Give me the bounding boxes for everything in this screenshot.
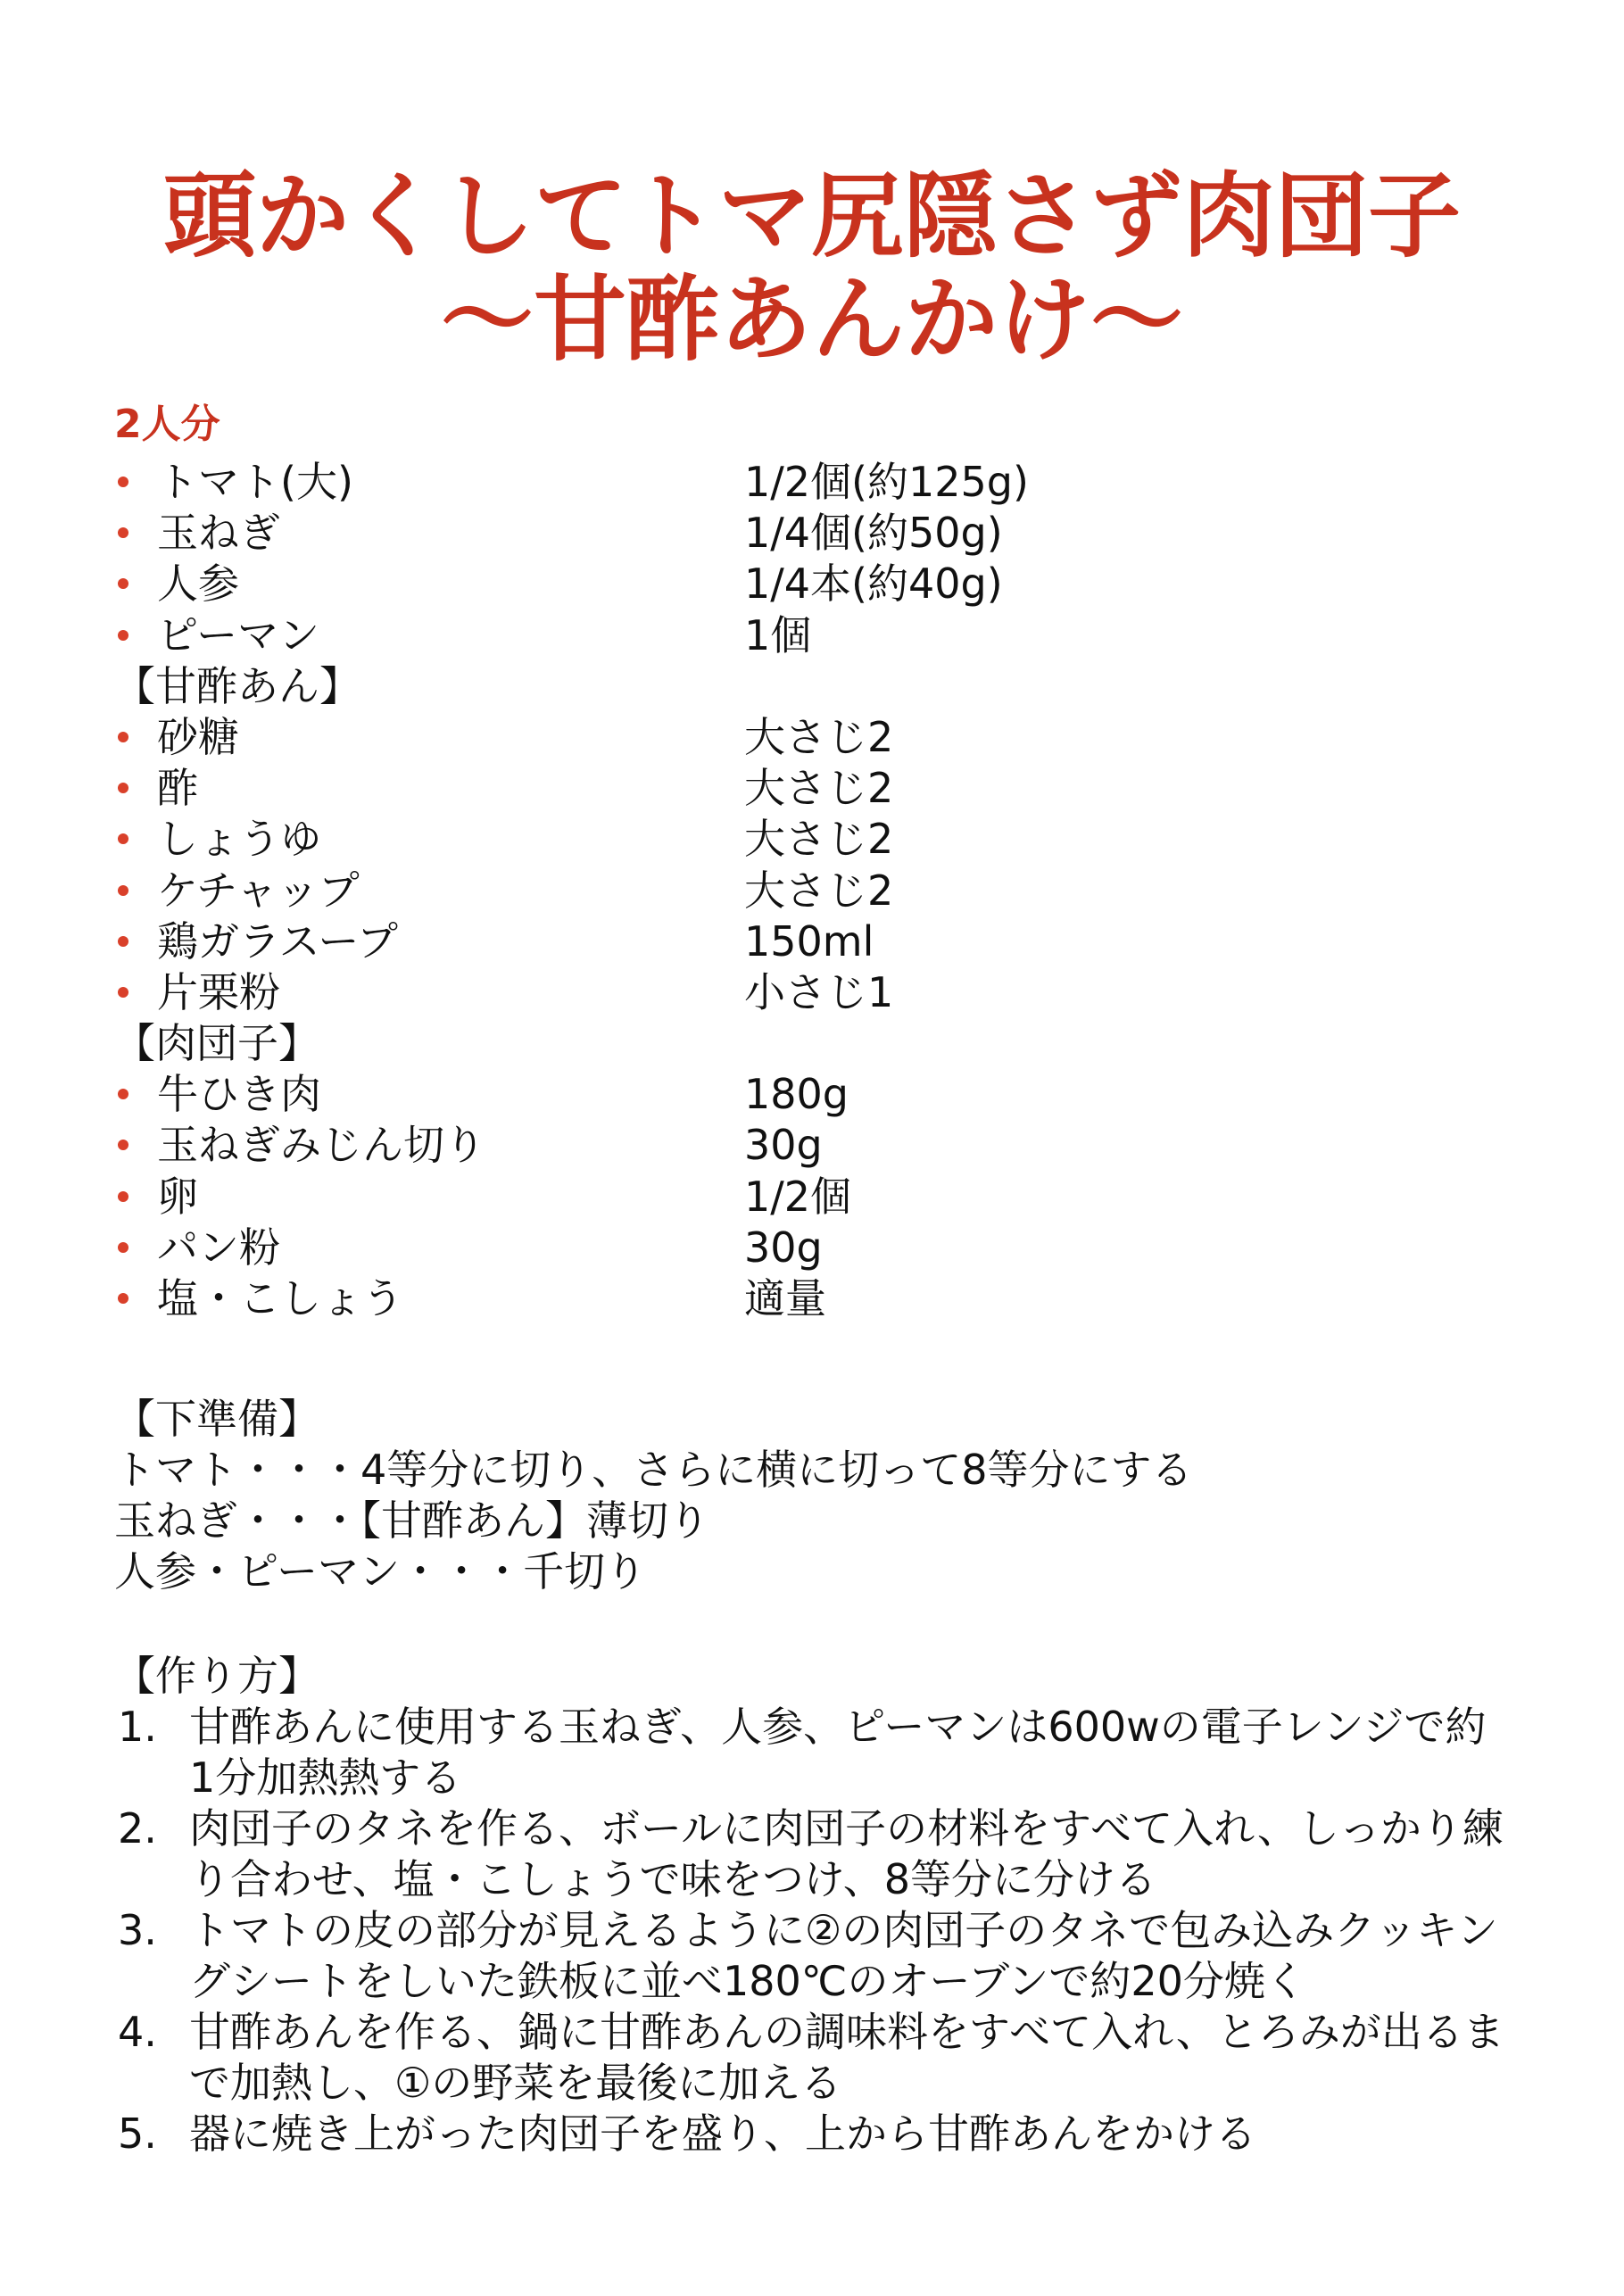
method-step	[114, 1905, 1506, 2007]
ingredient-row	[114, 1172, 1363, 1223]
section-label: 【肉団子】	[114, 1019, 319, 1068]
ingredient-list	[114, 457, 1363, 1324]
ingredient-amount: 150ml	[744, 916, 874, 966]
bullet-dot-icon	[118, 732, 128, 742]
step-text: トマトの皮の部分が見えるように②の肉団子のタネで包み込みクッキン グシートをしいた鉄板に並べ180℃のオーブンで約20分焼く	[189, 1906, 1498, 2005]
ingredient-name: ケチャップ	[157, 866, 360, 915]
recipe-title-line1: 頭かくしてトマ尻隠さず肉団子	[163, 162, 1461, 270]
ingredient-amount: 1/4本(約40g)	[744, 559, 1003, 609]
ingredient-name: 片栗粉	[157, 967, 280, 1016]
ingredient-row	[114, 763, 1363, 814]
ingredient-amount: 1/2個	[744, 1172, 852, 1221]
servings-label: 2人分	[114, 402, 220, 447]
step-number: 3.	[118, 1906, 157, 1954]
bullet-dot-icon	[118, 1140, 128, 1150]
ingredient-name: 玉ねぎみじん切り	[157, 1121, 485, 1170]
ingredient-amount: 適量	[744, 1274, 826, 1322]
bullet-dot-icon	[118, 1293, 128, 1304]
step-number: 4.	[118, 2008, 157, 2056]
ingredient-row	[114, 610, 1363, 661]
ingredient-name: トマト(大)	[157, 458, 353, 506]
bullet-dot-icon	[118, 885, 128, 896]
ingredient-section-header	[114, 661, 1363, 712]
preparation-section	[114, 1394, 1193, 1597]
bullet-dot-icon	[118, 527, 128, 538]
section-label: 【甘酢あん】	[114, 661, 360, 710]
ingredient-row	[114, 508, 1363, 559]
ingredient-amount: 大さじ2	[744, 764, 894, 813]
preparation-line: 人参・ピーマン・・・千切り	[114, 1547, 647, 1596]
bullet-dot-icon	[118, 833, 128, 844]
preparation-heading: 【下準備】	[114, 1395, 319, 1443]
ingredient-row	[114, 866, 1363, 916]
method-step	[114, 2109, 1506, 2159]
ingredient-name: 鶏ガラスープ	[157, 916, 399, 966]
method-section	[114, 1651, 1506, 2159]
method-heading: 【作り方】	[114, 1652, 319, 1700]
step-number: 1.	[118, 1703, 157, 1751]
ingredient-amount: 大さじ2	[744, 866, 894, 915]
ingredient-row	[114, 712, 1363, 763]
bullet-dot-icon	[118, 783, 128, 793]
ingredient-amount: 1個	[744, 610, 812, 659]
step-text: 甘酢あんを作る、鍋に甘酢あんの調味料をすべて入れ、とろみが出るま で加熱し、①の野菜を最後に加える	[189, 2008, 1504, 2107]
bullet-dot-icon	[118, 578, 128, 589]
step-text: 器に焼き上がった肉団子を盛り、上から甘酢あんをかける	[189, 2110, 1256, 2158]
ingredient-amount: 180g	[744, 1070, 849, 1119]
preparation-line: トマト・・・4等分に切り、さらに横に切って8等分にする	[114, 1446, 1193, 1494]
ingredient-row	[114, 1069, 1363, 1120]
ingredient-name: 玉ねぎ	[157, 509, 280, 558]
bullet-dot-icon	[118, 1089, 128, 1099]
bullet-dot-icon	[118, 1242, 128, 1253]
ingredient-name: 人参	[157, 559, 239, 609]
step-number: 5.	[118, 2110, 157, 2158]
bullet-dot-icon	[118, 630, 128, 641]
ingredient-row	[114, 1273, 1363, 1324]
preparation-line: 玉ねぎ・・・【甘酢あん】薄切り	[114, 1496, 709, 1545]
ingredient-name: 塩・こしょう	[157, 1274, 403, 1322]
ingredient-row	[114, 1120, 1363, 1171]
ingredient-amount: 1/2個(約125g)	[744, 458, 1029, 506]
ingredient-amount: 30g	[744, 1121, 823, 1170]
ingredient-row	[114, 916, 1363, 967]
ingredient-row	[114, 559, 1363, 609]
ingredient-amount: 小さじ1	[744, 967, 894, 1016]
ingredient-name: しょうゆ	[157, 815, 321, 864]
ingredient-name: 酢	[157, 764, 198, 813]
ingredient-name: パン粉	[157, 1223, 280, 1272]
step-number: 2.	[118, 1804, 157, 1853]
method-step	[114, 1803, 1506, 1905]
bullet-dot-icon	[118, 1191, 128, 1202]
method-step	[114, 2007, 1506, 2109]
recipe-title-line2: 〜甘酢あんかけ〜	[440, 265, 1183, 374]
ingredient-name: ピーマン	[157, 610, 320, 659]
ingredient-row	[114, 457, 1363, 508]
ingredient-amount: 30g	[744, 1223, 823, 1272]
method-step	[114, 1702, 1506, 1803]
bullet-dot-icon	[118, 987, 128, 998]
ingredient-row	[114, 1223, 1363, 1273]
ingredient-row	[114, 967, 1363, 1018]
ingredient-amount: 大さじ2	[744, 712, 894, 761]
ingredient-name: 卵	[157, 1172, 198, 1221]
ingredient-row	[114, 814, 1363, 865]
ingredient-name: 牛ひき肉	[157, 1070, 321, 1119]
ingredient-name: 砂糖	[157, 712, 239, 761]
ingredient-amount: 大さじ2	[744, 815, 894, 864]
bullet-dot-icon	[118, 936, 128, 947]
step-text: 甘酢あんに使用する玉ねぎ、人参、ピーマンは600wの電子レンジで約 1分加熱熱する	[189, 1703, 1487, 1802]
ingredient-section-header	[114, 1018, 1363, 1069]
ingredient-amount: 1/4個(約50g)	[744, 509, 1003, 558]
bullet-dot-icon	[118, 477, 128, 487]
step-text: 肉団子のタネを作る、ボールに肉団子の材料をすべて入れ、しっかり練 り合わせ、塩・こしょうで味をつけ、8等分に分ける	[189, 1804, 1504, 1903]
